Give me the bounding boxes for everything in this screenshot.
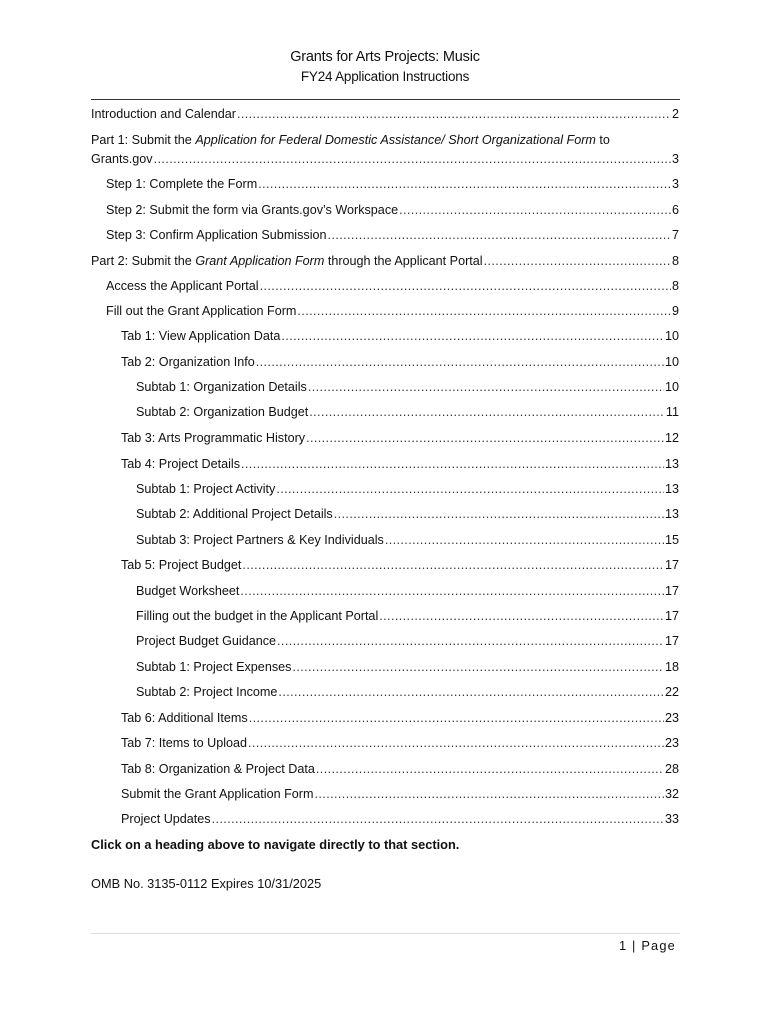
toc-entry-tab4-subtab1[interactable]: Subtab 1: Project Activity ..... 13	[136, 482, 679, 496]
toc-entry-tab4-subtab2[interactable]: Subtab 2: Additional Project Details ..... 13	[136, 507, 679, 521]
omb-number: OMB No. 3135-0112 Expires 10/31/2025	[91, 876, 322, 891]
toc-entry-tab5-subtab1[interactable]: Subtab 1: Project Expenses ..... 18	[136, 660, 679, 674]
toc-entry-submit-form[interactable]: Submit the Grant Application Form ..... 32	[121, 787, 679, 801]
footer-separator: |	[627, 938, 642, 953]
toc-entry-introduction[interactable]: Introduction and Calendar ..... 2	[91, 107, 679, 121]
toc-entry-step3[interactable]: Step 3: Confirm Application Submission ..... 7	[106, 228, 679, 242]
toc-entry-budget-worksheet[interactable]: Budget Worksheet ..... 17	[136, 584, 679, 598]
page-word: Page	[641, 938, 676, 953]
toc-entry-tab2-subtab2[interactable]: Subtab 2: Organization Budget ..... 11	[136, 405, 679, 419]
document-title: Grants for Arts Projects: Music	[290, 49, 480, 65]
footer-divider	[91, 933, 680, 934]
toc-entry-tab6[interactable]: Tab 6: Additional Items ..... 23	[121, 711, 679, 725]
toc-entry-fill-form[interactable]: Fill out the Grant Application Form ..... 9	[106, 304, 679, 318]
toc-entry-part1-line1[interactable]: Part 1: Submit the Application for Federal Domestic Assistance/ Short Organizational Form to	[91, 133, 610, 147]
toc-entry-tab7[interactable]: Tab 7: Items to Upload ..... 23	[121, 736, 679, 750]
navigation-note: Click on a heading above to navigate directly to that section.	[91, 837, 460, 852]
toc-entry-part1[interactable]: Grants.gov ..... 3	[91, 152, 679, 166]
toc-entry-tab4-subtab3[interactable]: Subtab 3: Project Partners & Key Individuals ..... 15	[136, 533, 679, 547]
toc-entry-step2[interactable]: Step 2: Submit the form via Grants.gov’s Workspace ..... 6	[106, 203, 679, 217]
toc-entry-tab8[interactable]: Tab 8: Organization & Project Data ..... 28	[121, 762, 679, 776]
toc-entry-tab4[interactable]: Tab 4: Project Details ..... 13	[121, 457, 679, 471]
toc-entry-part2[interactable]: Part 2: Submit the Grant Application Form through the Applicant Portal ..... 8	[91, 254, 679, 268]
toc-entry-tab5-subtab2[interactable]: Subtab 2: Project Income ..... 22	[136, 685, 679, 699]
toc-entry-tab5[interactable]: Tab 5: Project Budget ..... 17	[121, 558, 679, 572]
toc-entry-step1[interactable]: Step 1: Complete the Form ..... 3	[106, 177, 679, 191]
toc-entry-budget-guidance[interactable]: Project Budget Guidance ..... 17	[136, 634, 679, 648]
page-number: 1	[618, 938, 628, 953]
toc-entry-tab3[interactable]: Tab 3: Arts Programmatic History ..... 12	[121, 431, 679, 445]
toc-entry-filling-budget[interactable]: Filling out the budget in the Applicant Portal ..... 17	[136, 609, 679, 623]
document-subtitle: FY24 Application Instructions	[300, 69, 470, 84]
page-footer	[619, 938, 676, 953]
toc-entry-tab1[interactable]: Tab 1: View Application Data ..... 10	[121, 329, 679, 343]
toc-entry-tab2-subtab1[interactable]: Subtab 1: Organization Details ..... 10	[136, 380, 679, 394]
toc-entry-tab2[interactable]: Tab 2: Organization Info ..... 10	[121, 355, 679, 369]
title-divider	[91, 99, 680, 100]
toc-entry-access-portal[interactable]: Access the Applicant Portal ..... 8	[106, 279, 679, 293]
toc-entry-project-updates[interactable]: Project Updates ..... 33	[121, 812, 679, 826]
